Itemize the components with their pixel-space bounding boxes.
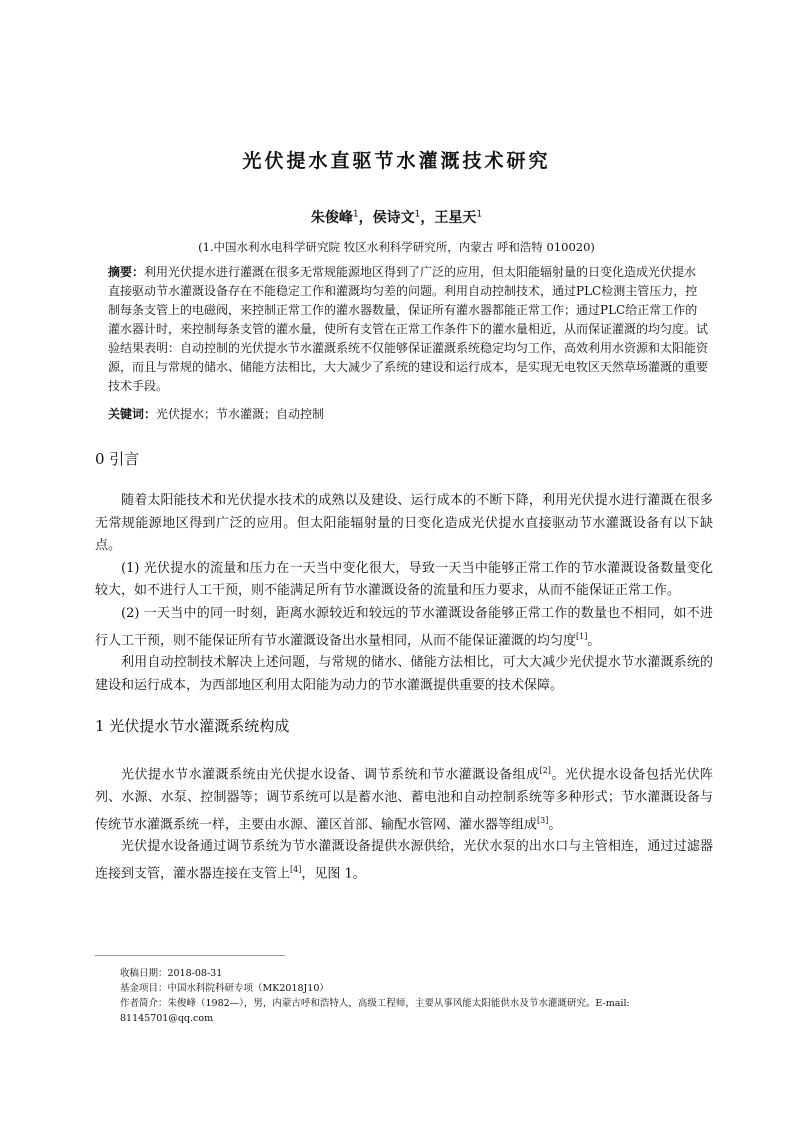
footnote-author-bio: 作者简介：朱俊峰（1982—），男，内蒙古呼和浩特人，高级工程师，主要从事风能太阳能供水及节水灌溉研究。E-mail: 81145701@qq.com [120, 998, 630, 1024]
abstract-text: 利用光伏提水进行灌溉在很多无常规能源地区得到了广泛的应用，但太阳能辐射量的日变化造成光伏提水直接驱动节水灌溉设备存在不能稳定工作和灌溉均匀差的问题。利用自动控制技术，通过PLC检测主管压力，控制每条支管上的电磁阀，来控制正常工作的灌水器数量，保证所有灌水器都能正常工作；通过PLC给正常工作的灌水器计时，来控制每条支管的灌水量，使所有支管在正常工作条件下的灌水量相近，从而保证灌溉的均匀度。试验结果表明：自动控制的光伏提水节水灌溉系统不仅能够保证灌溉系统稳定均匀工作，高效利用水资源和太阳能资源，而且与常规的储水、储能方法相比，大大减少了系统的建设和运行成本，是实现无电牧区天然草场灌溉的重要技术手段。 [108, 265, 709, 393]
section-heading-system-composition: 1 光伏提水节水灌溉系统构成 [95, 717, 290, 735]
keywords-text: 光伏提水；节水灌溉；自动控制 [156, 407, 325, 421]
citation-ref: [4] [290, 865, 302, 875]
paragraph [95, 558, 713, 603]
paragraph [95, 836, 713, 886]
paragraph-text-end: 。 [548, 816, 562, 832]
author-affil-mark: 1 [476, 209, 483, 220]
section-heading-introduction: 0 引言 [95, 450, 140, 468]
author-affil-mark: 1 [352, 209, 359, 220]
paper-title: 光伏提水直驱节水灌溉技术研究 [242, 150, 551, 172]
paragraph-text-end: ，见图 1。 [301, 866, 366, 882]
paragraph [95, 603, 713, 653]
abstract-label: 摘要： [108, 265, 145, 279]
footnote-received-date: 收稿日期：2018-08-31 [120, 968, 223, 979]
author-list [0, 207, 793, 227]
section-introduction-body [95, 490, 713, 698]
paragraph-text: 利用自动控制技术解决上述问题，与常规的储水、储能方法相比，可大大减少光伏提水节水灌溉系统的建设和运行成本，为西部地区利用太阳能为动力的节水灌溉提供重要的技术保障。 [95, 655, 713, 694]
abstract [108, 263, 708, 396]
citation-ref: [2] [539, 766, 551, 775]
author-name: 朱俊峰 [310, 210, 353, 226]
paragraph-text: 。光伏提水设备包括光伏阵列、水源、水泵、控制器等；调节系统可以是蓄水池、蓄电池和自动控制系统等多种形式；节水灌溉设备与传统节水灌溉系统一样，主要由水源、灌区首部、输配水管网、灌水器等组成 [95, 767, 713, 832]
author-separator: ， [420, 210, 435, 226]
paragraph [95, 760, 713, 836]
paragraph-text-end: 。 [587, 632, 601, 648]
paragraph-text: 光伏提水设备通过调节系统为节水灌溉设备提供水源供给，光伏水泵的出水口与主管相连，通过过滤器连接到支管，灌水器连接在支管上 [95, 839, 713, 882]
author-separator: ， [358, 210, 373, 226]
section-system-composition-body [95, 760, 713, 886]
citation-ref: [3] [537, 815, 549, 825]
citation-ref: [1] [576, 631, 588, 641]
author-name: 侯诗文 [372, 210, 415, 226]
footnote-divider [95, 955, 285, 956]
paragraph-text: 光伏提水节水灌溉系统由光伏提水设备、调节系统和节水灌溉设备组成 [121, 767, 540, 783]
paragraph [95, 652, 713, 697]
author-affil-mark: 1 [414, 209, 421, 220]
affiliation: (1.中国水利水电科学研究院 牧区水利科学研究所，内蒙古 呼和浩特 010020) [198, 240, 595, 254]
paragraph-text: (1) 光伏提水的流量和压力在一天当中变化很大，导致一天当中能够正常工作的节水灌溉设备数量变化较大，如不进行人工干预，则不能满足所有节水灌溉设备的流量和压力要求，从而不能保证正常工作。 [95, 560, 713, 599]
footnote-funding: 基金项目：中国水科院科研专项（MK2018J10） [120, 983, 329, 994]
keywords [108, 405, 708, 424]
paragraph-text: 随着太阳能技术和光伏提水技术的成熟以及建设、运行成本的不断下降，利用光伏提水进行灌溉在很多无常规能源地区得到广泛的应用。但太阳能辐射量的日变化造成光伏提水直接驱动节水灌溉设备有以下缺点。 [95, 493, 713, 554]
author-name: 王星天 [434, 210, 477, 226]
paragraph-text: (2) 一天当中的同一时刻，距离水源较近和较远的节水灌溉设备能够正常工作的数量也不相同，如不进行人工干预，则不能保证所有节水灌溉设备出水量相同，从而不能保证灌溉的均匀度 [95, 605, 713, 648]
paragraph [95, 490, 713, 558]
footnotes [120, 966, 720, 1026]
keywords-label: 关键词： [108, 407, 157, 421]
